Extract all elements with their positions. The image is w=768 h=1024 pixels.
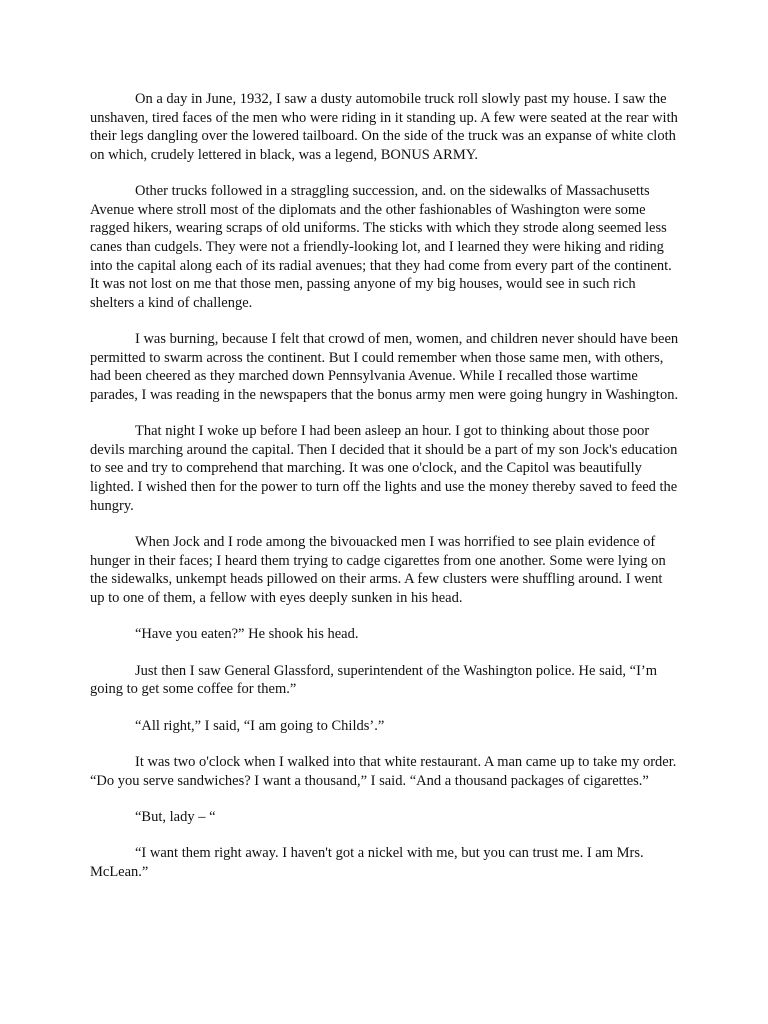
paragraph-7: Just then I saw General Glassford, superintendent of the Washington police. He said, “I’m going to get some coffee for them.” [90, 662, 658, 698]
paragraph-6: “Have you eaten?” He shook his head. [135, 626, 359, 643]
paragraph-1: On a day in June, 1932, I saw a dusty automobile truck roll slowly past my house. I saw the unshaven, tired faces of the men who were riding in it standing up. A few were seated at the rear with their legs dangling over the lowered tailboard. On the side of the truck was an expanse of white cloth on which, crudely lettered in black, was a legend, BONUS ARMY. [90, 91, 678, 163]
paragraph-8: “All right,” I said, “I am going to Childs’.” [135, 717, 385, 734]
paragraph-10: “But, lady – “ [135, 808, 216, 825]
paragraph-9: It was two o'clock when I walked into that white restaurant. A man came up to take my order. “Do you serve sandwiches? I want a thousand,” I said. “And a thousand packages of cigarettes.” [90, 754, 677, 789]
paragraph-5: When Jock and I rode among the bivouacked men I was horrified to see plain evidence of hunger in their faces; I heard them trying to cadge cigarettes from one another. Some were lying on the sidewalks, unkempt heads pillowed on their arms. A few clusters were shuffling around. I went up to one of them, a fellow with eyes deeply sunken in his head. [90, 534, 666, 606]
paragraph-11: “I want them right away. I haven't got a nickel with me, but you can trust me. I am Mrs. McLean.” [90, 845, 644, 880]
paragraph-3: I was burning, because I felt that crowd of men, women, and children never should have been permitted to swarm across the continent. But I could remember when those same men, with others, had been cheered as they marched down Pennsylvania Avenue. While I recalled those wartime parades, I was reading in the newspapers that the bonus army men were going hungry in Washington. [90, 331, 679, 403]
paragraph-4: That night I woke up before I had been asleep an hour. I got to thinking about those poor devils marching around the capital. Then I decided that it should be a part of my son Jock's education to see and try to comprehend that marching. It was one o'clock, and the Capitol was beautifully lighted. I wished then for the power to turn off the lights and use the money thereby saved to feed the hungry. [90, 423, 678, 514]
paragraph-2: Other trucks followed in a straggling succession, and. on the sidewalks of Massachusetts Avenue where stroll most of the diplomats and the other fashionables of Washington were some ragged hikers, wearing scraps of old uniforms. The sticks with which they strode along seemed less canes than cudgels. They were not a friendly-looking lot, and I learned they were hiking and riding into the capital along each of its radial avenues; that they had come from every part of the continent. It was not lost on me that those men, passing anyone of my big houses, would see in such rich shelters a kind of challenge. [90, 183, 672, 311]
